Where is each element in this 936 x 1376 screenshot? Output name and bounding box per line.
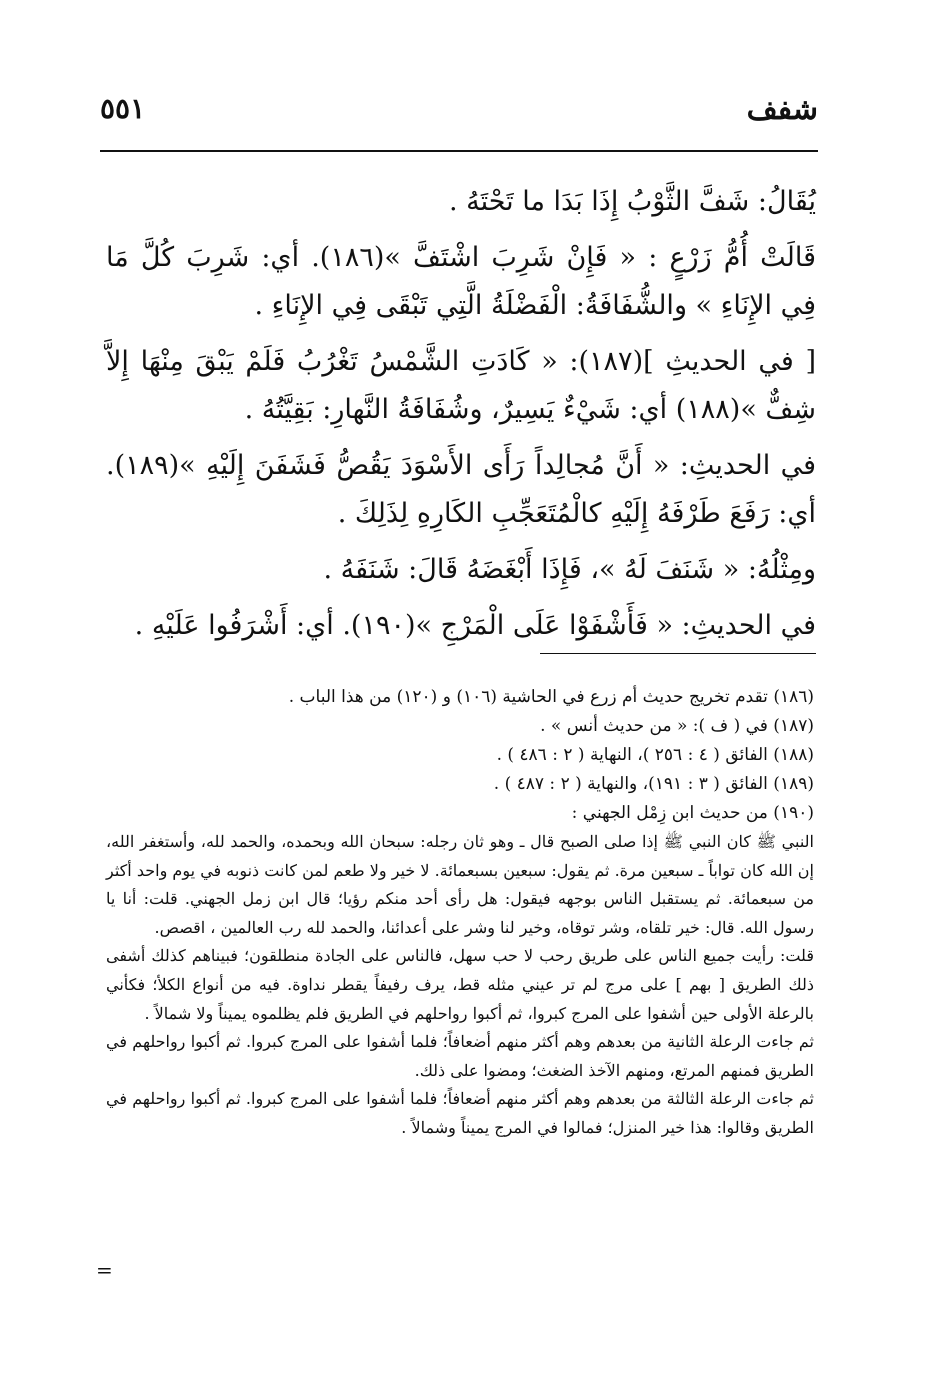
page-header (100, 88, 818, 148)
footnote: (١٩٠) من حديث ابن زِمْل الجهني : (571, 803, 814, 823)
footnote-divider (540, 653, 816, 654)
body-paragraph: ومِثْلُهُ: « شَنَفَ لَهُ »، فَإِذَا أَبْغَضَهُ قَالَ: شَنَفَهُ . (323, 554, 816, 585)
footnote: (١٨٧) في ( ف ): « من حديث أنس » . (540, 716, 814, 736)
footnote-quote: النبي ﷺ كان النبي ﷺ إذا صلى الصبح قال ـ وهو ثان رجله: سبحان الله وبحمده، والحمد لله، وأستغفر الله، إن الله كان تواباً ـ سبعين مرة. ثم يقول: سبعين بسبعمائة. لا خير ولا طعم لمن كانت ذنوبه في يوم واحد أكثر من سبعمائة. ثم يستقبل الناس بوجهه فيقول: هل رأى أحد منكم رؤيا؛ قال ابن زمل الجهني. قلت: أنا يا رسول الله. قال: خير تلقاه، وشر توقاه، وخير لنا وشر على أعدائنا، والحمد لله رب العالمين ، اقصص. (106, 832, 814, 937)
continuation-mark: = (96, 1258, 113, 1282)
footnote-quote: ثم جاءت الرعلة الثالثة من بعدهم وهم أكثر منهم أضعافاً؛ فلما أشفوا على المرج كبروا. ثم أكبوا رواحلهم في الطريق وقالوا: هذا خير المنزل؛ فمالوا في المرج يميناً وشمالاً . (106, 1089, 814, 1137)
page-number: ٥٥١ (100, 92, 146, 125)
body-paragraph: في الحديثِ: « فَأَشْفَوْا عَلَى الْمَرْجِ »(١٩٠). أي: أَشْرَفُوا عَلَيْهِ . (134, 610, 816, 641)
footnote-quote: قلت: رأيت جميع الناس على طريق رحب لا حب سهل، فالناس على الجادة منطلقون؛ فبيناهم كذلك أشفى ذلك الطريق [ بهم ] على مرج لم تر عيني مثله قط، يرف رفيفاً يقطر نداوة. فيه من أنواع الكلأ؛ فكأني بالرعلة الأولى حين أشفوا على المرج كبروا، ثم أكبوا رواحلهم في الطريق فلم يظلموه يميناً ولا شمالاً . (106, 946, 814, 1023)
header-divider (100, 150, 818, 152)
body-paragraph: في الحديثِ: « أَنَّ مُجالِداً رَأَى الأَسْوَدَ يَقُصُّ فَشَفَنَ إِلَيْهِ »(١٨٩). أي: رَفَعَ طَرْفَهُ إِلَيْهِ كالْمُتَعَجِّبِ الكَارِهِ لِذَلِكَ . (106, 450, 816, 529)
footnote: (١٨٦) تقدم تخريج حديث أم زرع في الحاشية (١٠٦) و (١٢٠) من هذا الباب . (288, 687, 814, 707)
footnotes (106, 683, 814, 1143)
footnote: (١٨٩) الفائق ( ٣ : ١٩١)، والنهاية ( ٢ : ٤٨٧ ) . (493, 774, 814, 794)
entry-heading: شفف (746, 92, 818, 127)
body-paragraph: [ في الحديثِ ](١٨٧): « كَادَتِ الشَّمْسُ تَغْرُبُ فَلَمْ يَبْقَ مِنْهَا إِلاَّ شِفٌّ »(١٨٨) أي: شَيْءٌ يَسِيرٌ، وشُفَافَةُ النَّهارِ: بَقِيَّتُهُ . (106, 346, 816, 425)
body-paragraph: قَالَتْ أُمُّ زَرْعٍ : « فَإِنْ شَرِبَ اشْتَفَّ »(١٨٦). أي: شَرِبَ كُلَّ مَا فِي الإِنَاءِ » والشُّفَافَةُ: الْفَضْلَةُ الَّتِي تَبْقَى فِي الإِنَاءِ . (106, 242, 816, 321)
footnote: (١٨٨) الفائق ( ٤ : ٢٥٦ )، النهاية ( ٢ : ٤٨٦ ) . (496, 745, 814, 765)
main-text (106, 178, 816, 658)
footnote-quote: ثم جاءت الرعلة الثانية من بعدهم وهم أكثر منهم أضعافاً؛ فلما أشفوا على المرج كبروا. ثم أكبوا رواحلهم في الطريق فمنهم المرتع، ومنهم الآخذ الضغث؛ ومضوا على ذلك. (106, 1032, 814, 1080)
body-paragraph: يُقَالُ: شَفَّ الثَّوْبُ إِذَا بَدَا ما تَحْتَهُ . (448, 186, 816, 217)
